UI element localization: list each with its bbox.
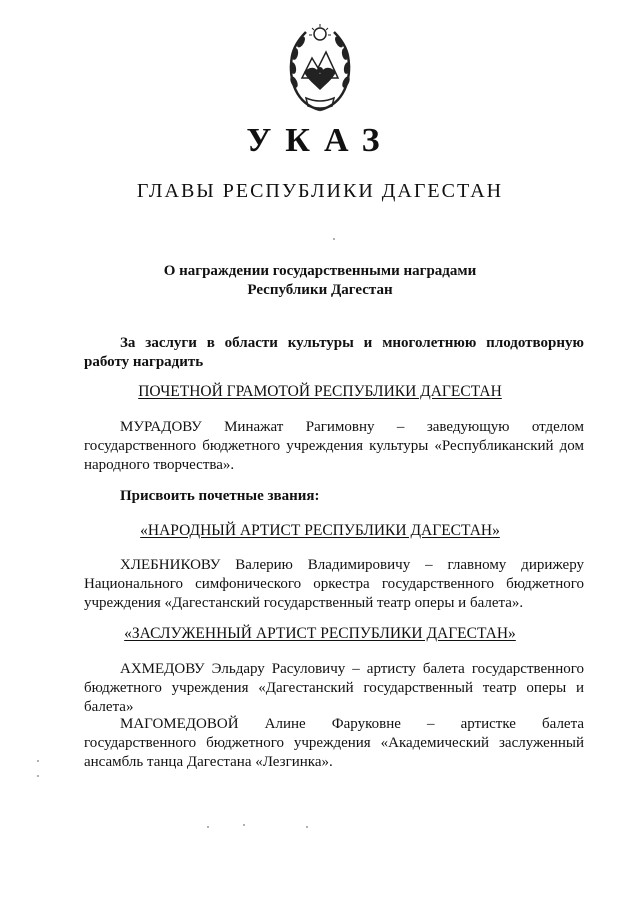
award-heading-gramota: ПОЧЕТНОЙ ГРАМОТОЙ РЕСПУБЛИКИ ДАГЕСТАН <box>138 383 502 400</box>
award-heading-people-artist: «НАРОДНЫЙ АРТИСТ РЕСПУБЛИКИ ДАГЕСТАН» <box>140 522 500 539</box>
award-paragraph-khlebnikov: ХЛЕБНИКОВУ Валерию Владимировичу – главному дирижеру Национального симфонического оркестра государственного бюджетного учреждения «Дагестанский государственный театр оперы и балета». <box>84 557 584 611</box>
subject-line-1: О награждении государственными наградами <box>163 263 477 279</box>
award-heading-honored-artist: «ЗАСЛУЖЕННЫЙ АРТИСТ РЕСПУБЛИКИ ДАГЕСТАН» <box>124 625 516 642</box>
document-subtitle: ГЛАВЫ РЕСПУБЛИКИ ДАГЕСТАН <box>136 180 504 202</box>
award-paragraph-magomedova: МАГОМЕДОВОЙ Алине Фаруковне – артистке балета государственного бюджетного учреждения «Академический заслуженный ансамбль танца Дагестана «Лезгинка». <box>84 716 584 770</box>
award-paragraph-muradova: МУРАДОВУ Минажат Рагимовну – заведующую отделом государственного бюджетного учреждения культуры «Республиканский дом народного творчества». <box>84 419 584 473</box>
coat-of-arms-emblem <box>282 20 358 116</box>
document-title: УКАЗ <box>246 122 394 159</box>
scan-speck <box>37 760 39 762</box>
scan-speck <box>37 775 39 777</box>
scan-speck <box>333 238 335 240</box>
scan-speck <box>207 826 209 828</box>
award-paragraph-akhmedov: АХМЕДОВУ Эльдару Расуловичу – артисту балета государственного бюджетного учреждения «Дагестанский государственный театр оперы и балета» <box>84 661 584 715</box>
scan-speck <box>306 826 308 828</box>
subject-line-2: Республики Дагестан <box>247 282 393 298</box>
assign-titles-label: Присвоить почетные звания: <box>120 488 320 504</box>
scan-speck <box>243 824 245 826</box>
decree-subject <box>0 262 640 300</box>
intro-paragraph: За заслуги в области культуры и многолетнюю плодотворную работу наградить <box>84 335 584 370</box>
